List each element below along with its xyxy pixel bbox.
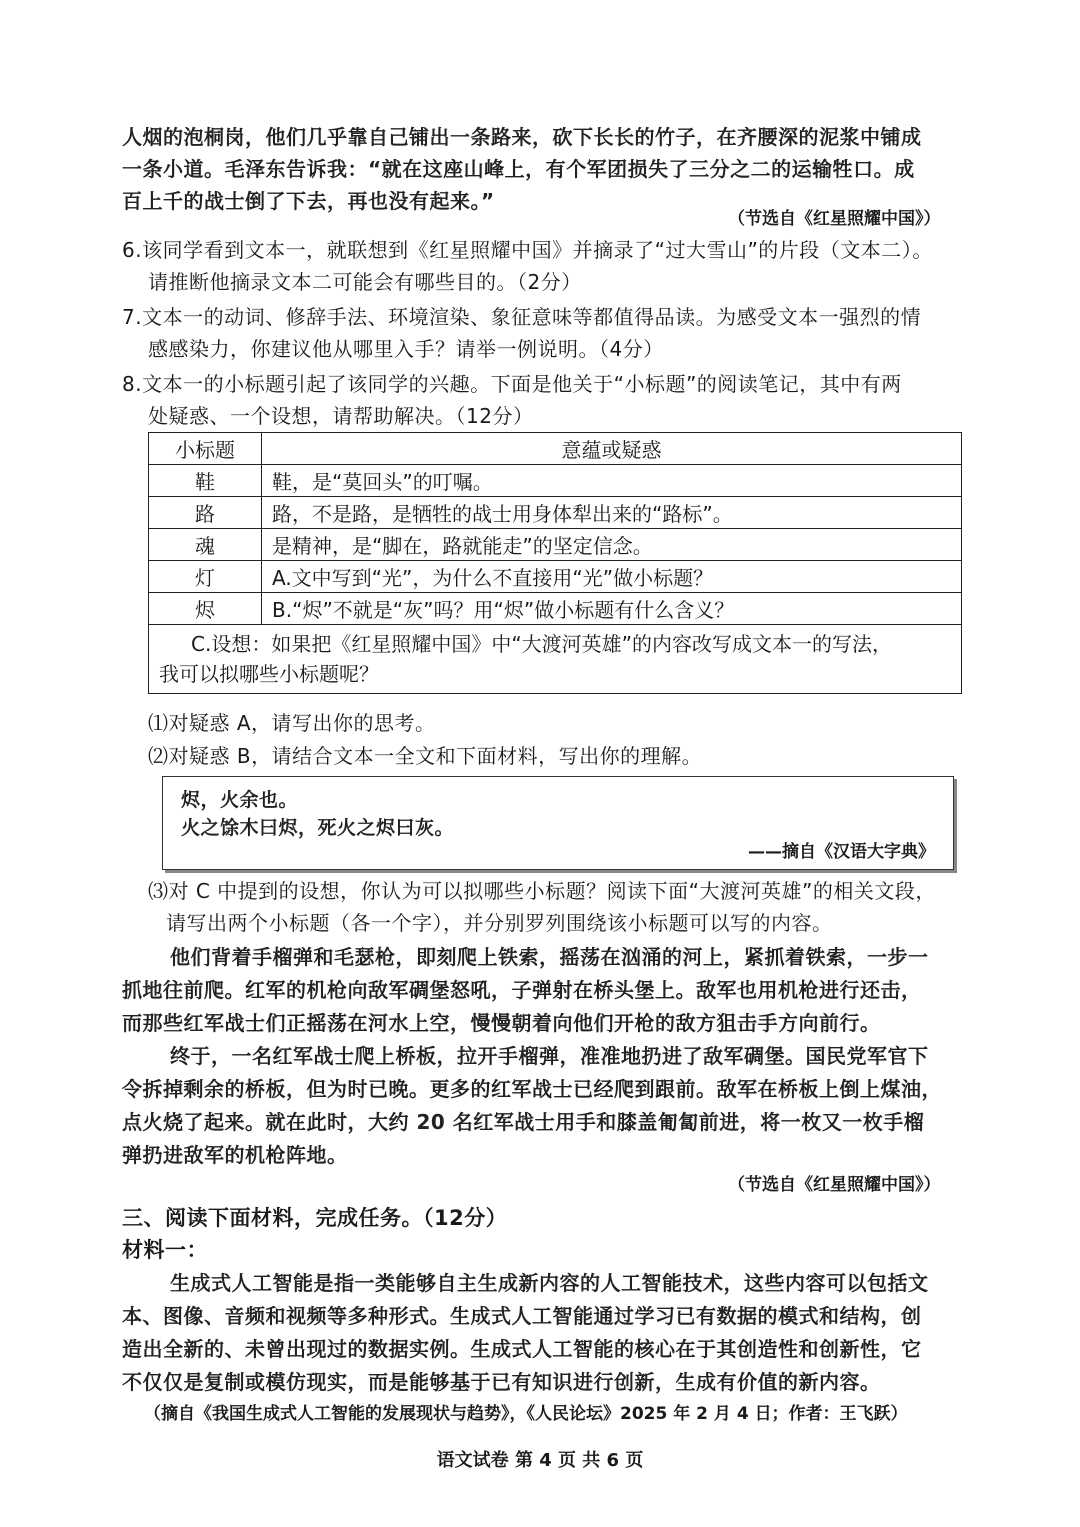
row-title: 鞋 <box>149 465 262 497</box>
row-meaning: 路，不是路，是牺牲的战士用身体犁出来的“路标”。 <box>262 497 962 529</box>
passage-line: 终于，一名红军战士爬上桥板，拉开手榴弹，准准地扔进了敌军碉堡。国民党军官下 <box>170 1044 929 1068</box>
passage-line: 点火烧了起来。就在此时，大约 20 名红军战士用手和膝盖匍匐前进，将一枚又一枚手榴 <box>122 1110 925 1134</box>
source-citation: （节选自《红星照耀中国》） <box>728 209 941 229</box>
question-6: 6.该同学看到文本一，就联想到《红星照耀中国》并摘录了“过大雪山”的片段（文本二）。 <box>122 238 933 262</box>
question-7-cont: 感感染力，你建议他从哪里入手？请举一例说明。（4分） <box>148 337 664 361</box>
question-8: 8.文本一的小标题引起了该同学的兴趣。下面是他关于“小标题”的阅读笔记，其中有两 <box>122 372 902 396</box>
source-citation: （节选自《红星照耀中国》） <box>728 1175 941 1195</box>
dict-source: ——摘自《汉语大字典》 <box>748 842 935 862</box>
material-line: 生成式人工智能是指一类能够自主生成新内容的人工智能技术，这些内容可以包括文 <box>170 1271 929 1295</box>
sub-question-1: ⑴对疑惑 A，请写出你的思考。 <box>148 711 436 735</box>
section-3-title: 三、阅读下面材料，完成任务。（12分） <box>122 1206 508 1230</box>
material-source: （摘自《我国生成式人工智能的发展现状与趋势》，《人民论坛》2025 年 2 月 4 日；作者：王飞跃） <box>144 1404 908 1424</box>
row-meaning: 鞋，是“莫回头”的叮嘱。 <box>262 465 962 497</box>
reading-notes-table <box>148 432 962 694</box>
table-header-row <box>149 433 962 465</box>
header-meaning: 意蕴或疑惑 <box>262 433 962 465</box>
passage-line: 他们背着手榴弹和毛瑟枪，即刻爬上铁索，摇荡在汹涌的河上，紧抓着铁索，一步一 <box>170 945 929 969</box>
sub-question-2: ⑵对疑惑 B，请结合文本一全文和下面材料，写出你的理解。 <box>148 744 703 768</box>
table-row <box>149 465 962 497</box>
material-line: 本、图像、音频和视频等多种形式。生成式人工智能通过学习已有数据的模式和结构，创 <box>122 1304 922 1328</box>
material-1-label: 材料一： <box>122 1238 208 1262</box>
table-row <box>149 529 962 561</box>
passage-line: 而那些红军战士们正摇荡在河水上空，慢慢朝着向他们开枪的敌方狙击手方向前行。 <box>122 1011 881 1035</box>
passage-line: 弹扔进敌军的机枪阵地。 <box>122 1143 348 1167</box>
idea-c-line: 我可以拟哪些小标题呢？ <box>159 662 379 686</box>
row-title: 灯 <box>149 561 262 593</box>
idea-c-line: C.设想：如果把《红星照耀中国》中“大渡河英雄”的内容改写成文本一的写法， <box>191 632 893 656</box>
page-footer: 语文试卷 第 4 页 共 6 页 <box>436 1450 644 1471</box>
question-7: 7.文本一的动词、修辞手法、环境渲染、象征意味等都值得品读。为感受文本一强烈的情 <box>122 305 922 329</box>
dict-line: 火之馀木曰烬，死火之烬曰灰。 <box>181 817 455 839</box>
row-title: 魂 <box>149 529 262 561</box>
text1-line: 百上千的战士倒了下去，再也没有起来。” <box>122 189 495 213</box>
row-title: 烬 <box>149 593 262 625</box>
text1-line: 一条小道。毛泽东告诉我：“就在这座山峰上，有个军团损失了三分之二的运输牲口。成 <box>122 157 915 181</box>
dict-line: 烬，火余也。 <box>181 789 299 811</box>
table-row <box>149 593 962 625</box>
row-title: 路 <box>149 497 262 529</box>
material-line: 不仅仅是复制或模仿现实，而是能够基于已有知识进行创新，生成有价值的新内容。 <box>122 1370 881 1394</box>
sub-question-3-cont: 请写出两个小标题（各一个字），并分别罗列围绕该小标题可以写的内容。 <box>166 911 833 935</box>
table-row <box>149 497 962 529</box>
row-meaning: B.“烬”不就是“灰”吗？用“烬”做小标题有什么含义？ <box>262 593 962 625</box>
question-8-cont: 处疑惑、一个设想，请帮助解决。（12分） <box>148 404 534 428</box>
table-row <box>149 561 962 593</box>
text1-line: 人烟的泡桐岗，他们几乎靠自己铺出一条路来，砍下长长的竹子，在齐腰深的泥浆中铺成 <box>122 125 922 149</box>
dictionary-box <box>162 776 954 870</box>
sub-question-3: ⑶对 C 中提到的设想，你认为可以拟哪些小标题？阅读下面“大渡河英雄”的相关文段， <box>148 879 936 903</box>
table-footer-row <box>149 625 962 694</box>
idea-c-cell <box>149 625 962 694</box>
passage-line: 令拆掉剩余的桥板，但为时已晚。更多的红军战士已经爬到跟前。敌军在桥板上倒上煤油， <box>122 1077 942 1101</box>
material-line: 造出全新的、未曾出现过的数据实例。生成式人工智能的核心在于其创造性和创新性，它 <box>122 1337 922 1361</box>
question-6-cont: 请推断他摘录文本二可能会有哪些目的。（2分） <box>148 270 582 294</box>
row-meaning: A.文中写到“光”，为什么不直接用“光”做小标题？ <box>262 561 962 593</box>
header-subtitle: 小标题 <box>149 433 262 465</box>
passage-line: 抓地往前爬。红军的机枪向敌军碉堡怒吼，子弹射在桥头堡上。敌军也用机枪进行还击， <box>122 978 922 1002</box>
row-meaning: 是精神，是“脚在，路就能走”的坚定信念。 <box>262 529 962 561</box>
